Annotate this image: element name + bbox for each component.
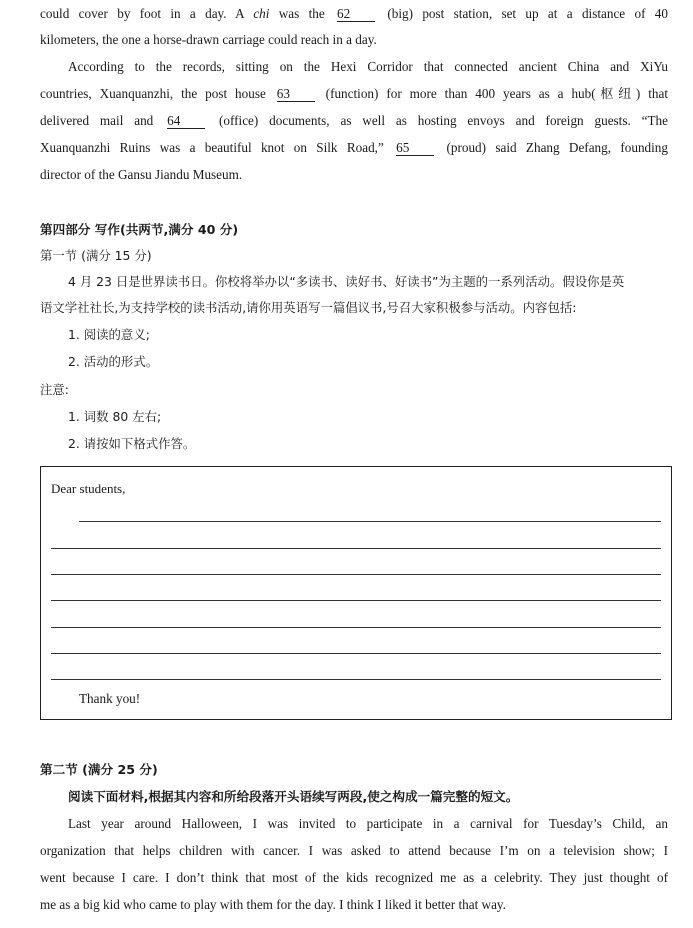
content-item-1: 1. 阅读的意义; xyxy=(68,327,150,342)
passage-text: (big) post station, set up at a distance of 40 xyxy=(378,6,668,21)
answer-line[interactable] xyxy=(51,653,661,654)
passage-line-4 xyxy=(40,85,668,103)
answer-line[interactable] xyxy=(51,679,661,680)
note-item-2: 2. 请按如下格式作答。 xyxy=(68,436,196,451)
section-two-title: 第二节 (满分 25 分) xyxy=(40,762,158,777)
content-item-2: 2. 活动的形式。 xyxy=(68,354,159,369)
passage-text: (proud) said Zhang Defang, founding xyxy=(437,140,668,155)
passage-line-5 xyxy=(40,112,668,130)
answer-blank-64[interactable]: 64 xyxy=(167,114,205,129)
answer-line[interactable] xyxy=(79,521,661,522)
story-line-1: Last year around Halloween, I was invited to participate in a carnival for Tuesday’s Child, an xyxy=(68,816,668,831)
passage-line-1 xyxy=(40,5,668,23)
answer-line[interactable] xyxy=(51,627,661,628)
story-line-2: organization that helps children with cancer. I was asked to attend because I’m on a television show; I xyxy=(40,843,668,858)
section-one-title: 第一节 (满分 15 分) xyxy=(40,248,152,263)
passage-line-2: kilometers, the one a horse-drawn carriage could reach in a day. xyxy=(40,32,377,47)
passage-line-7: director of the Gansu Jiandu Museum. xyxy=(40,167,243,182)
passage-text: could cover by foot in a day. A xyxy=(40,6,254,21)
part-four-title: 第四部分 写作(共两节,满分 40 分) xyxy=(40,222,239,237)
passage-text: was the xyxy=(269,6,335,21)
note-item-1: 1. 词数 80 左右; xyxy=(68,409,162,424)
answer-line[interactable] xyxy=(51,574,661,575)
answer-blank-65[interactable]: 65 xyxy=(396,141,434,156)
answer-blank-63[interactable]: 63 xyxy=(277,87,315,102)
prompt-line-1: 4 月 23 日是世界读书日。你校将举办以“多读书、读好书、好读书”为主题的一系列活动。假设你是英 xyxy=(68,274,625,289)
story-line-4: me as a big kid who came to play with them for the day. I think I liked it better that way. xyxy=(40,897,506,912)
answer-line[interactable] xyxy=(51,548,661,549)
story-line-3: went because I care. I don’t think that most of the kids recognized me as a celebrity. They just thought of xyxy=(40,870,668,885)
passage-line-6 xyxy=(40,139,668,157)
passage-term-chi: chi xyxy=(253,6,270,21)
passage-text: (office) documents, as well as hosting envoys and foreign guests. “The xyxy=(208,113,668,128)
closing: Thank you! xyxy=(79,691,141,706)
prompt-line-2: 语文学社社长,为支持学校的读书活动,请你用英语写一篇倡议书,号召大家积极参与活动。内容包括: xyxy=(40,300,577,315)
answer-box[interactable] xyxy=(40,466,672,720)
passage-line-3: According to the records, sitting on the Hexi Corridor that connected ancient China and XiYu xyxy=(68,59,668,74)
section-two-instruction: 阅读下面材料,根据其内容和所给段落开头语续写两段,使之构成一篇完整的短文。 xyxy=(68,789,519,804)
passage-text: countries, Xuanquanzhi, the post house xyxy=(40,86,274,101)
greeting: Dear students, xyxy=(51,481,126,496)
answer-blank-62[interactable]: 62 xyxy=(337,7,375,22)
note-label: 注意: xyxy=(40,382,69,397)
passage-text: delivered mail and xyxy=(40,113,165,128)
passage-text: (function) for more than 400 years as a hub(枢纽) that xyxy=(317,86,668,101)
answer-line[interactable] xyxy=(51,600,661,601)
passage-text: Xuanquanzhi Ruins was a beautiful knot on Silk Road,” xyxy=(40,140,394,155)
